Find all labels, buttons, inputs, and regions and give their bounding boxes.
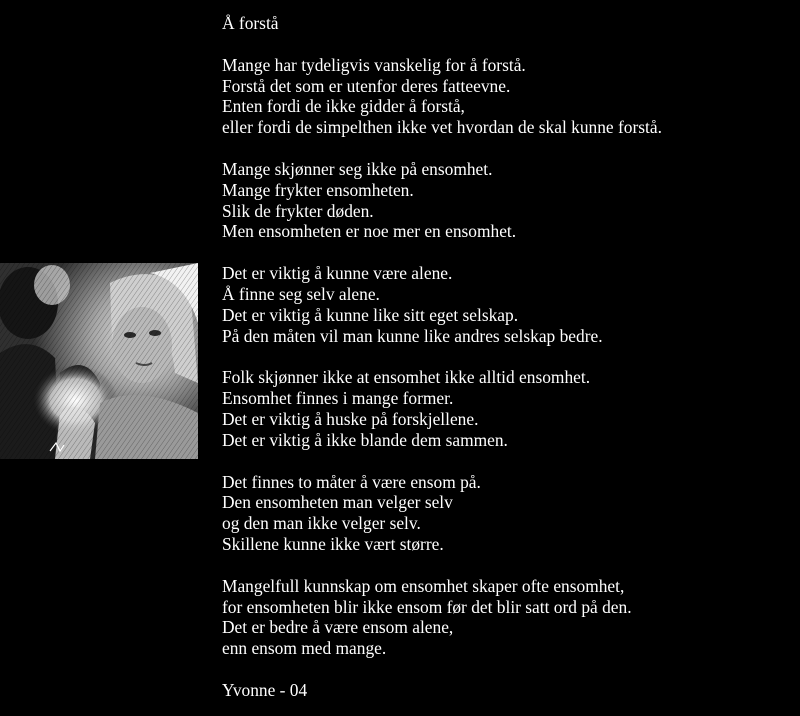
- poem-line: Det er viktig å kunne være alene.: [222, 263, 453, 284]
- poem-line: Skillene kunne ikke vært større.: [222, 534, 444, 555]
- stanza-1: [222, 55, 792, 138]
- stanza-4: [222, 367, 792, 450]
- poem-signature: Yvonne - 04: [222, 680, 308, 700]
- poem-line: eller fordi de simpelthen ikke vet hvordan de skal kunne forstå.: [222, 117, 662, 138]
- poem-line: for ensomheten blir ikke ensom før det blir satt ord på den.: [222, 596, 632, 617]
- poem-line: På den måten vil man kunne like andres selskap bedre.: [222, 325, 603, 346]
- poem-line: Enten fordi de ikke gidder å forstå,: [222, 96, 465, 117]
- poem-line: Folk skjønner ikke at ensomhet ikke alltid ensomhet.: [222, 367, 591, 388]
- poem-line: og den man ikke velger selv.: [222, 513, 421, 534]
- poem: [222, 13, 792, 701]
- poem-title: Å forstå: [222, 13, 279, 33]
- poem-line: Mange har tydeligvis vanskelig for å forstå.: [222, 54, 526, 75]
- stanza-6: [222, 576, 792, 659]
- poem-line: Den ensomheten man velger selv: [222, 492, 453, 513]
- stanza-5: [222, 472, 792, 555]
- poem-line: Å finne seg selv alene.: [222, 283, 380, 304]
- poem-line: Mangelfull kunnskap om ensomhet skaper ofte ensomhet,: [222, 575, 625, 596]
- photo-girl-icon: [0, 263, 198, 459]
- poem-line: Mange frykter ensomheten.: [222, 179, 414, 200]
- poem-line: Det er viktig å ikke blande dem sammen.: [222, 429, 508, 450]
- poem-line: Det finnes to måter å være ensom på.: [222, 471, 481, 492]
- poem-line: enn ensom med mange.: [222, 638, 387, 659]
- poem-line: Det er viktig å huske på forskjellene.: [222, 409, 479, 430]
- poem-illustration-photo: [0, 263, 198, 459]
- poem-line: Men ensomheten er noe mer en ensomhet.: [222, 221, 517, 242]
- stanza-3: [222, 263, 792, 346]
- poem-line: Ensomhet finnes i mange former.: [222, 388, 454, 409]
- poem-line: Mange skjønner seg ikke på ensomhet.: [222, 158, 493, 179]
- stanza-2: [222, 159, 792, 242]
- poem-line: Det er bedre å være ensom alene,: [222, 617, 454, 638]
- poem-line: Det er viktig å kunne like sitt eget selskap.: [222, 304, 519, 325]
- poem-line: Slik de frykter døden.: [222, 200, 374, 221]
- poem-line: Forstå det som er utenfor deres fatteevne.: [222, 75, 511, 96]
